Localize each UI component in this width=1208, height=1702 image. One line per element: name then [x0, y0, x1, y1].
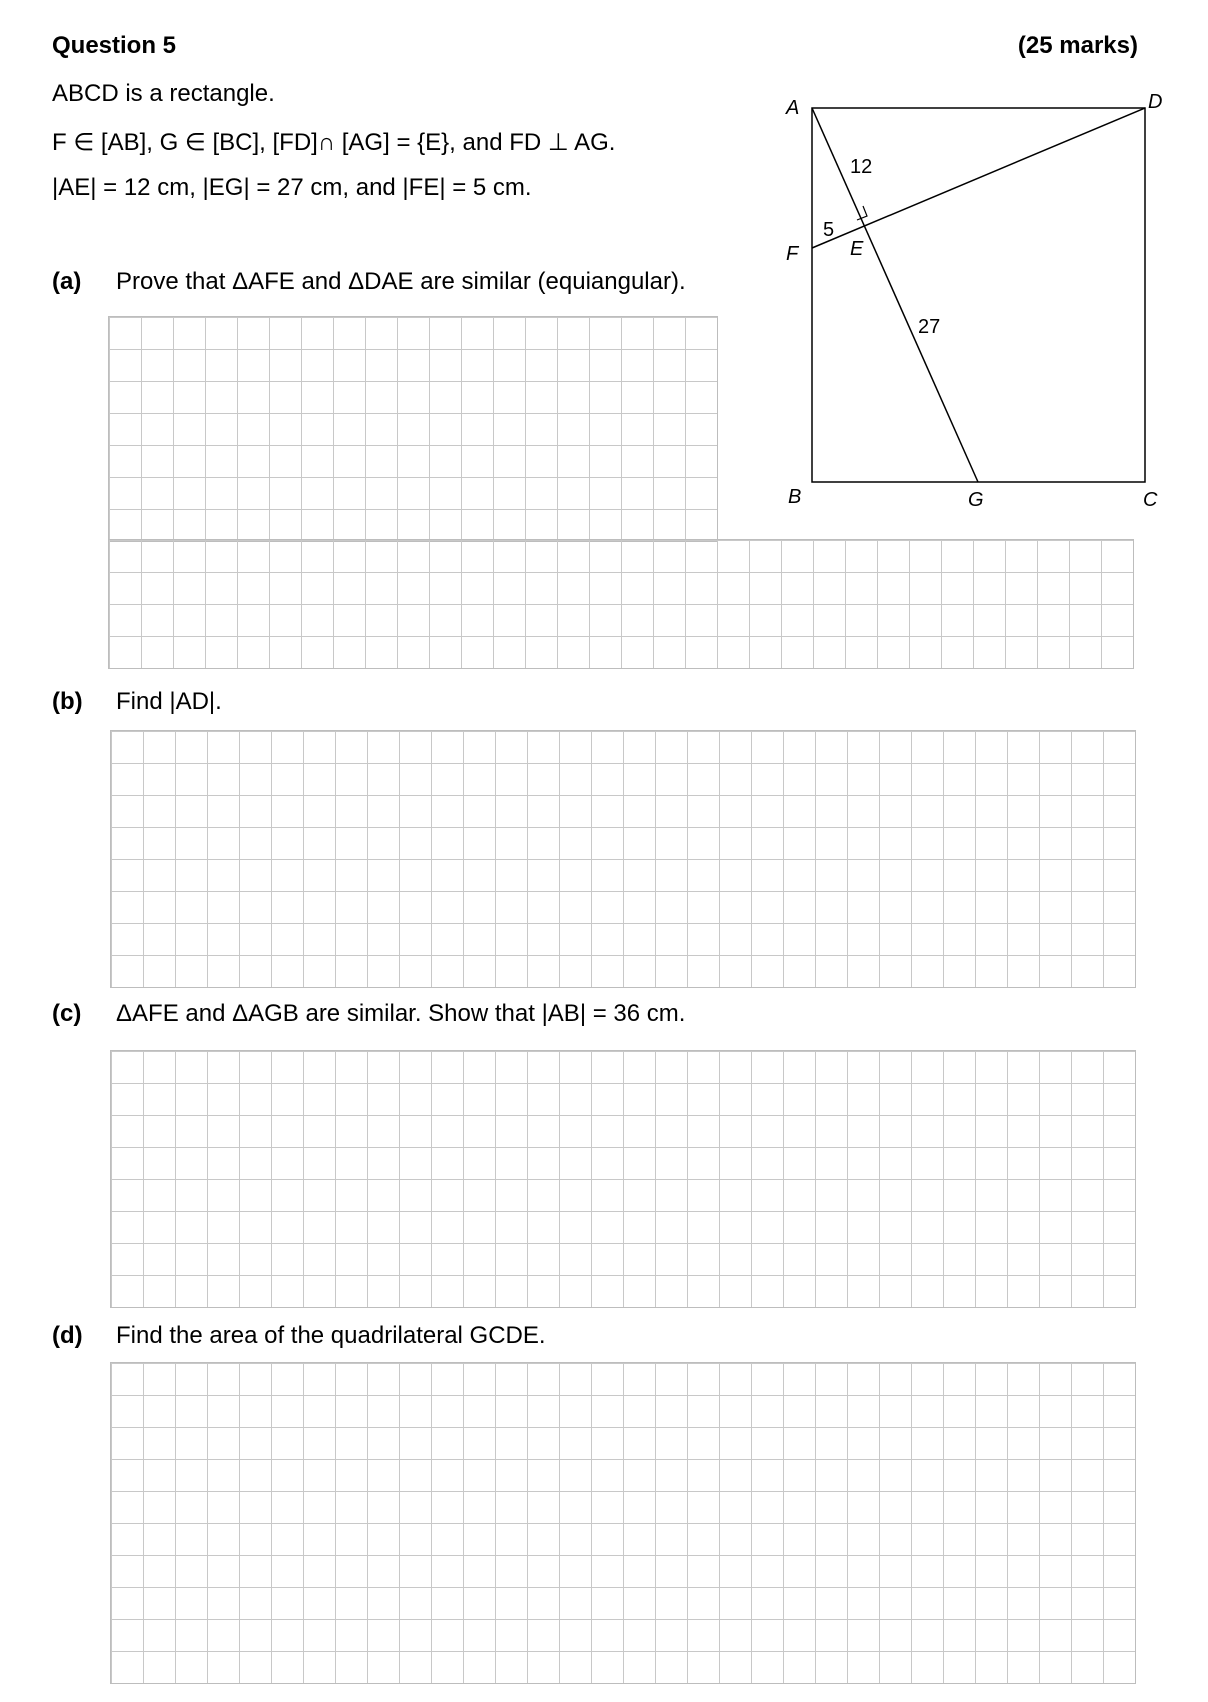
part-c-label: (c) — [52, 1000, 82, 1027]
given-line-1: ABCD is a rectangle. — [52, 80, 275, 107]
segment-ag — [812, 108, 978, 482]
part-d-label: (d) — [52, 1322, 83, 1349]
segment-fd — [812, 108, 1145, 248]
answer-grid-d[interactable] — [110, 1362, 1136, 1684]
part-b-label: (b) — [52, 688, 83, 715]
label-a: A — [786, 97, 800, 119]
label-e: E — [850, 238, 864, 260]
part-d-text: Find the area of the quadrilateral GCDE. — [116, 1322, 546, 1349]
answer-grid-b[interactable] — [110, 730, 1136, 988]
length-fe: 5 — [823, 219, 835, 241]
answer-grid-c[interactable] — [110, 1050, 1136, 1308]
answer-grid-a-top[interactable] — [108, 316, 718, 542]
label-g: G — [968, 489, 984, 511]
marks-label: (25 marks) — [1017, 32, 1138, 59]
given-line-3: |AE| = 12 cm, |EG| = 27 cm, and |FE| = 5 cm. — [52, 174, 532, 201]
given-line-2: F ∈ [AB], G ∈ [BC], [FD]∩ [AG] = {E}, and FD ⊥ AG. — [52, 129, 616, 156]
part-a-text: Prove that ΔAFE and ΔDAE are similar (equiangular). — [116, 268, 686, 295]
answer-grid-a-bottom[interactable] — [108, 539, 1134, 669]
question-title: Question 5 — [52, 32, 177, 59]
length-ae: 12 — [850, 156, 873, 178]
label-b: B — [788, 486, 802, 508]
label-c: C — [1143, 489, 1158, 511]
label-f: F — [786, 243, 799, 265]
label-d: D — [1148, 91, 1163, 113]
length-eg: 27 — [918, 316, 941, 338]
part-b-text: Find |AD|. — [116, 688, 222, 715]
rectangle-diagram — [770, 88, 1170, 518]
part-c-text: ΔAFE and ΔAGB are similar. Show that |AB| = 36 cm. — [116, 1000, 686, 1027]
part-a-label: (a) — [52, 268, 82, 295]
